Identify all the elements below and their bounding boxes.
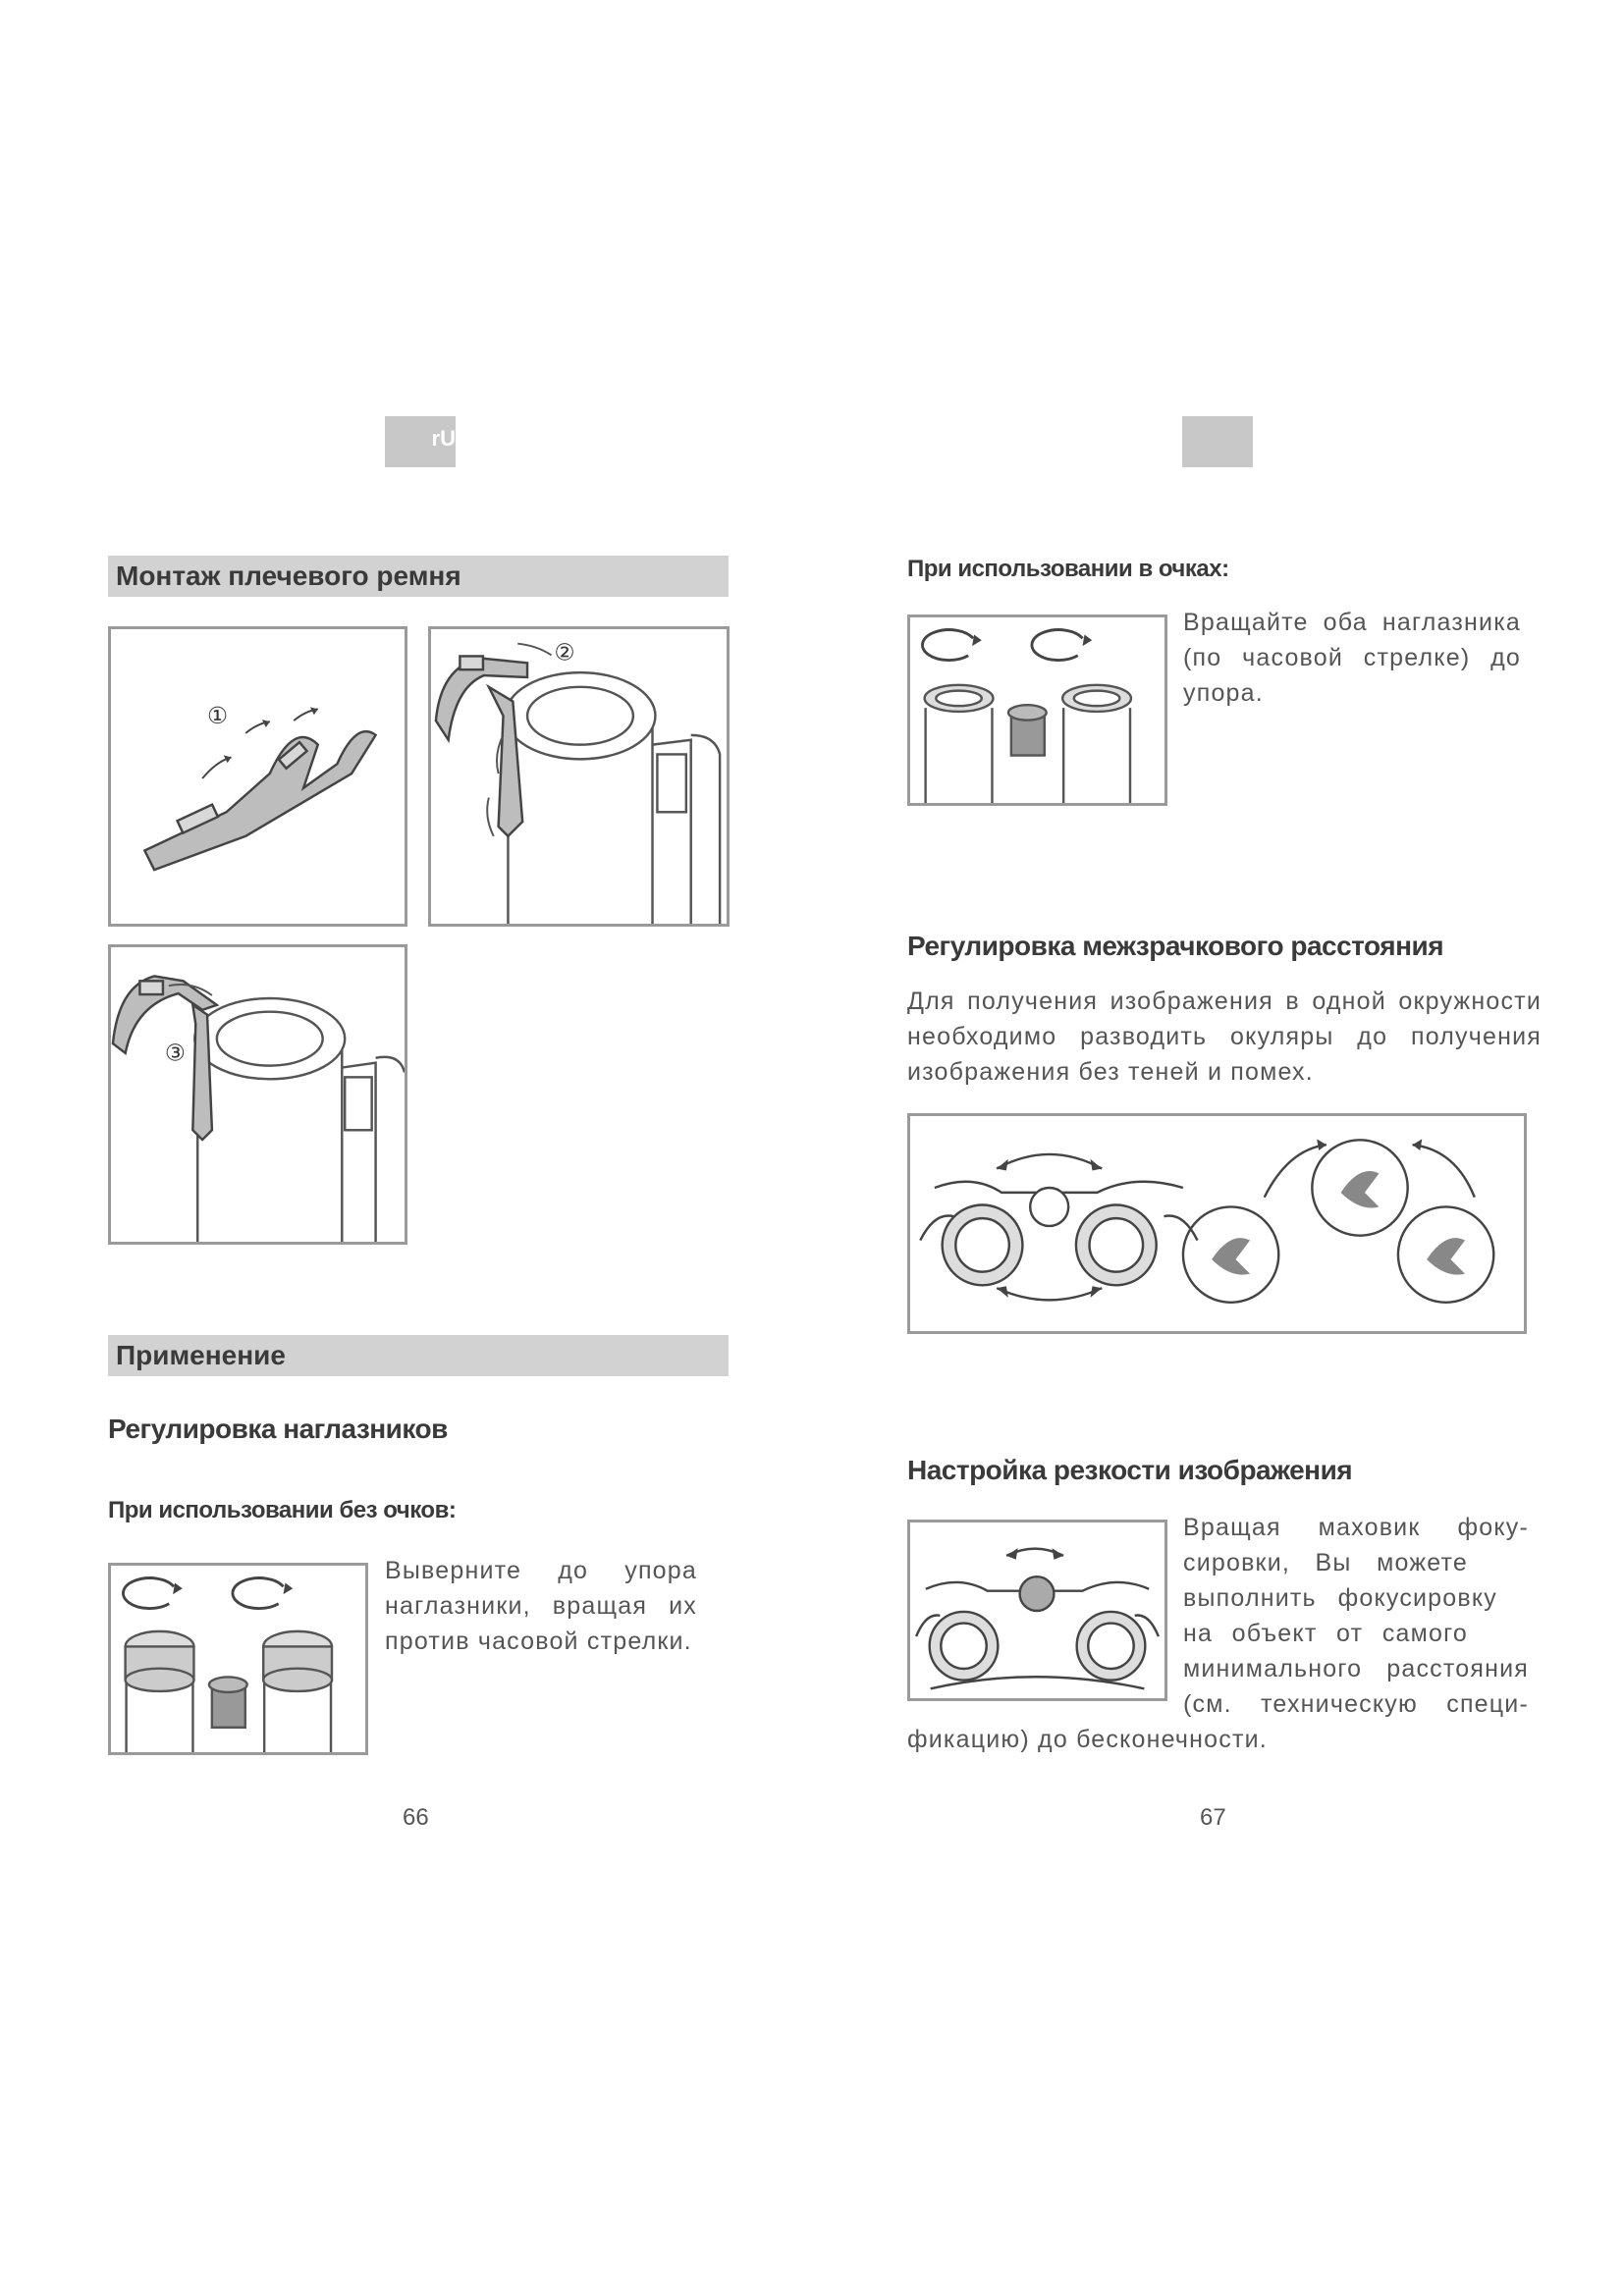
with-glasses-text: Вращайте оба наглазника (по часовой стрелке) до упора.: [1183, 609, 1521, 707]
section-title-usage: Применение: [108, 1335, 729, 1376]
focus-text-line-3: выполнить фокусировку: [1183, 1584, 1497, 1612]
figure-strap-step-3: [108, 944, 407, 1245]
focus-text-line-4: на объект от самого: [1183, 1620, 1468, 1647]
figure-ipd-adjust: [907, 1113, 1527, 1334]
eyecup-adjust-heading: Регулировка наглазников: [108, 1414, 448, 1444]
page-number-left: 66: [403, 1804, 429, 1831]
ipd-text: Для получения изображения в одной окружности необходимо разводить окуляры до получения изображения без теней и помех.: [907, 988, 1542, 1086]
figure-strap-step-1: [108, 626, 407, 927]
step-2-label: ②: [554, 639, 575, 666]
figure-eyecups-without-glasses: [108, 1563, 368, 1755]
step-1-label: ①: [207, 703, 229, 729]
focus-text-line-2: сировки, Вы можете: [1183, 1549, 1468, 1576]
focus-text-line-5: минимального расстояния: [1183, 1655, 1529, 1682]
figure-eyecups-with-glasses: [907, 614, 1167, 806]
with-glasses-heading: При использовании в очках:: [907, 556, 1229, 582]
focus-heading: Настройка резкости изображения: [907, 1455, 1353, 1485]
language-tab-left: rU: [385, 416, 456, 467]
focus-text: [1183, 1510, 1529, 1722]
step-3-label: ③: [164, 1040, 186, 1066]
section-title-strap: Монтаж плечевого ремня: [108, 556, 729, 597]
language-tab-right: [1182, 416, 1253, 467]
focus-text-line-1: Вращая маховик фоку-: [1183, 1514, 1529, 1541]
figure-strap-step-2: [428, 626, 730, 927]
page-number-right: 67: [1200, 1804, 1226, 1831]
without-glasses-heading: При использовании без очков:: [108, 1497, 457, 1523]
focus-text-line-6: (см. техническую специ-: [1183, 1690, 1529, 1718]
focus-text-end: фикацию) до бесконечности.: [907, 1726, 1268, 1753]
ipd-heading: Регулировка межзрачкового расстояния: [907, 931, 1444, 961]
without-glasses-text: Выверните до упора наглазники, вращая их против часовой стрелки.: [385, 1557, 697, 1655]
figure-focus-wheel: [907, 1520, 1167, 1701]
